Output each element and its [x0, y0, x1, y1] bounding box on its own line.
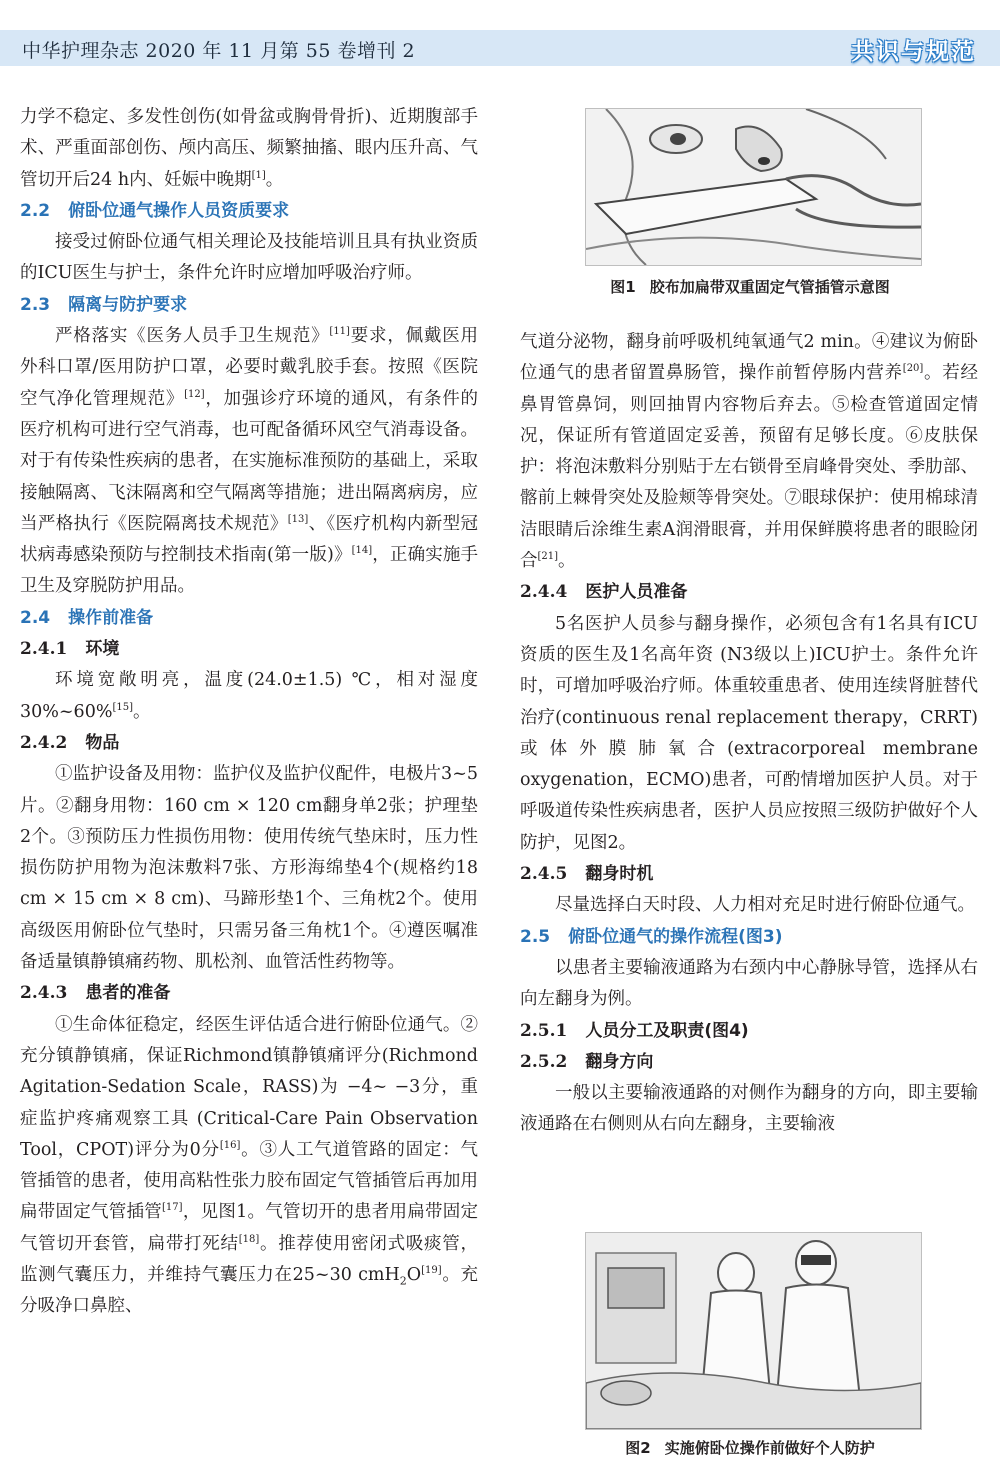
paragraph-2-5-2: 一般以主要输液通路的对侧作为翻身的方向，即主要输液通路在右侧则从右向左翻身，主要输液: [520, 1083, 978, 1135]
subsection-heading-2-4-1: 2.4.1 环境: [20, 639, 120, 660]
subsection-heading-2-5-2: 2.5.2 翻身方向: [520, 1051, 654, 1072]
paragraph-continued: 气道分泌物，翻身前呼吸机纯氧通气2 min。④建议为俯卧位通气的患者留置鼻肠管，操作前暂停肠内营养[20]。若经鼻胃管鼻饲，则回抽胃内容物后弃去。⑤检查管道固定情况，保证所有管道固定妥善，预留有足够长度。⑥皮肤保护：将泡沫敷料分别贴于左右锁骨至肩峰骨突处、季肋部、髂前上棘骨突处及脸颊等骨突处。⑦眼球保护：使用棉球清洁眼睛后涂维生素A润滑眼膏，并用保鲜膜将患者的眼睑闭合[21]。: [520, 332, 979, 572]
citation: [1]: [251, 169, 266, 181]
paragraph-2-3: 严格落实《医务人员手卫生规范》[11]要求，佩戴医用外科口罩/医用防护口罩，必要时戴乳胶手套。按照《医院空气净化管理规范》[12]，加强诊疗环境的通风，有条件的医疗机构可进行空气消毒，也可配备循环风空气消毒设备。对于有传染性疾病的患者，在实施标准预防的基础上，采取接触隔离、飞沫隔离和空气隔离等措施；进出隔离病房，应当严格执行《医院隔离技术规范》[13]、《医疗机构内新型冠状病毒感染预防与控制技术指南(第一版)》[14]，正确实施手卫生及穿脱防护用品。: [20, 326, 479, 597]
figure-1-caption: 图1 胶布加扁带双重固定气管插管示意图: [610, 278, 890, 296]
section-tag: 共识与规范: [851, 39, 976, 65]
figure-1-image: [585, 108, 922, 266]
subsection-heading-2-4-2: 2.4.2 物品: [20, 732, 120, 753]
citation: [18]: [238, 1233, 260, 1245]
paragraph-2-2: 接受过俯卧位通气相关理论及技能培训且具有执业资质的ICU医生与护士，条件允许时应增加呼吸治疗师。: [20, 232, 478, 284]
figure-2-caption: 图2 实施俯卧位操作前做好个人防护: [625, 1439, 875, 1457]
citation: [19]: [421, 1265, 442, 1277]
figure-1-sketch: [586, 109, 921, 265]
subsection-heading-2-5-1: 2.5.1 人员分工及职责(图4): [520, 1020, 749, 1041]
right-column: [520, 327, 978, 1141]
paragraph-2-4-1: 环境宽敞明亮，温度(24.0±1.5) ℃，相对湿度30%~60%[15]。: [20, 670, 478, 722]
subsection-heading-2-4-4: 2.4.4 医护人员准备: [520, 582, 688, 603]
citation: [17]: [162, 1202, 183, 1214]
page-header: [0, 0, 1000, 68]
section-heading-2-3: 2.3 隔离与防护要求: [20, 294, 188, 315]
section-heading-2-5: 2.5 俯卧位通气的操作流程(图3): [520, 926, 783, 947]
paragraph-2-4-2: ①监护设备及用物：监护仪及监护仪配件，电极片3~5片。②翻身用物：160 cm × 120 cm翻身单2张；护理垫2个。③预防压力性损伤用物：使用传统气垫床时，压力性损伤防护用物为泡沫敷料7张、方形海绵垫4个(规格约18 cm × 15 cm × 8 cm)、马蹄形垫1个、三角枕2个。使用高级医用俯卧位气垫时，只需另备三角枕1个。④遵医嘱准备适量镇静镇痛药物、肌松剂、血管活性药物等。: [20, 764, 478, 973]
paragraph-2-4-5: 尽量选择白天时段、人力相对充足时进行俯卧位通气。: [555, 895, 975, 916]
paragraph-2-5: 以患者主要输液通路为右颈内中心静脉导管，选择从右向左翻身为例。: [520, 957, 978, 1010]
paragraph-2-4-3: ①生命体征稳定，经医生评估适合进行俯卧位通气。②充分镇静镇痛，保证Richmond镇静镇痛评分(Richmond Agitation-Sedation Scale，RASS)为 −4~ −3分，重症监护疼痛观察工具 (Critical-Care Pain Observation Tool，CPOT)评分为0分[16]。③人工气道管路的固定：气管插管的患者，使用高粘性张力胶布固定气管插管后再加用扁带固定气管插管[17]，见图1。气管切开的患者用扁带固定气管切开套管，扁带打死结[18]。推荐使用密闭式吸痰管，监测气囊压力，并维持气囊压力在25~30 cmH$_2$O[19]。充分吸净口鼻腔、: [20, 1014, 479, 1317]
citation: [14]: [351, 545, 373, 557]
citation: [11]: [329, 326, 350, 338]
paragraph-2-4-4: 5名医护人员参与翻身操作，必须包含有1名具有ICU资质的医生及1名高年资 (N3级以上)ICU护士。条件允许时，可增加呼吸治疗师。体重较重患者、使用连续肾脏替代治疗(continuous renal replacement therapy，CRRT)或体外膜肺氧合(extracorporeal membrane oxygenation，ECMO)患者，可酌情增加医护人员。对于呼吸道传染性疾病患者，医护人员应按照三级防护做好个人防护，见图2。: [520, 613, 978, 853]
citation: [13]: [287, 514, 309, 526]
citation: [20]: [902, 363, 924, 375]
figure-2-sketch: [586, 1233, 921, 1429]
subsection-heading-2-4-5: 2.4.5 翻身时机: [520, 864, 654, 885]
citation: [16]: [219, 1139, 241, 1151]
journal-info: 中华护理杂志 2020 年 11 月第 55 卷增刊 2: [22, 40, 416, 62]
figure-2-image: [585, 1232, 922, 1430]
section-heading-2-4: 2.4 操作前准备: [20, 607, 154, 628]
section-heading-2-2: 2.2 俯卧位通气操作人员资质要求: [20, 200, 290, 221]
subsection-heading-2-4-3: 2.4.3 患者的准备: [20, 983, 171, 1004]
citation: [21]: [537, 551, 559, 563]
left-column: [20, 102, 478, 1323]
citation: [12]: [184, 388, 205, 400]
citation: [15]: [112, 701, 133, 713]
paragraph-intro: 力学不稳定、多发性创伤(如骨盆或胸骨骨折)、近期腹部手术、严重面部创伤、颅内高压、频繁抽搐、眼内压升高、气管切开后24 h内、妊娠中晚期[1]。: [20, 107, 478, 190]
